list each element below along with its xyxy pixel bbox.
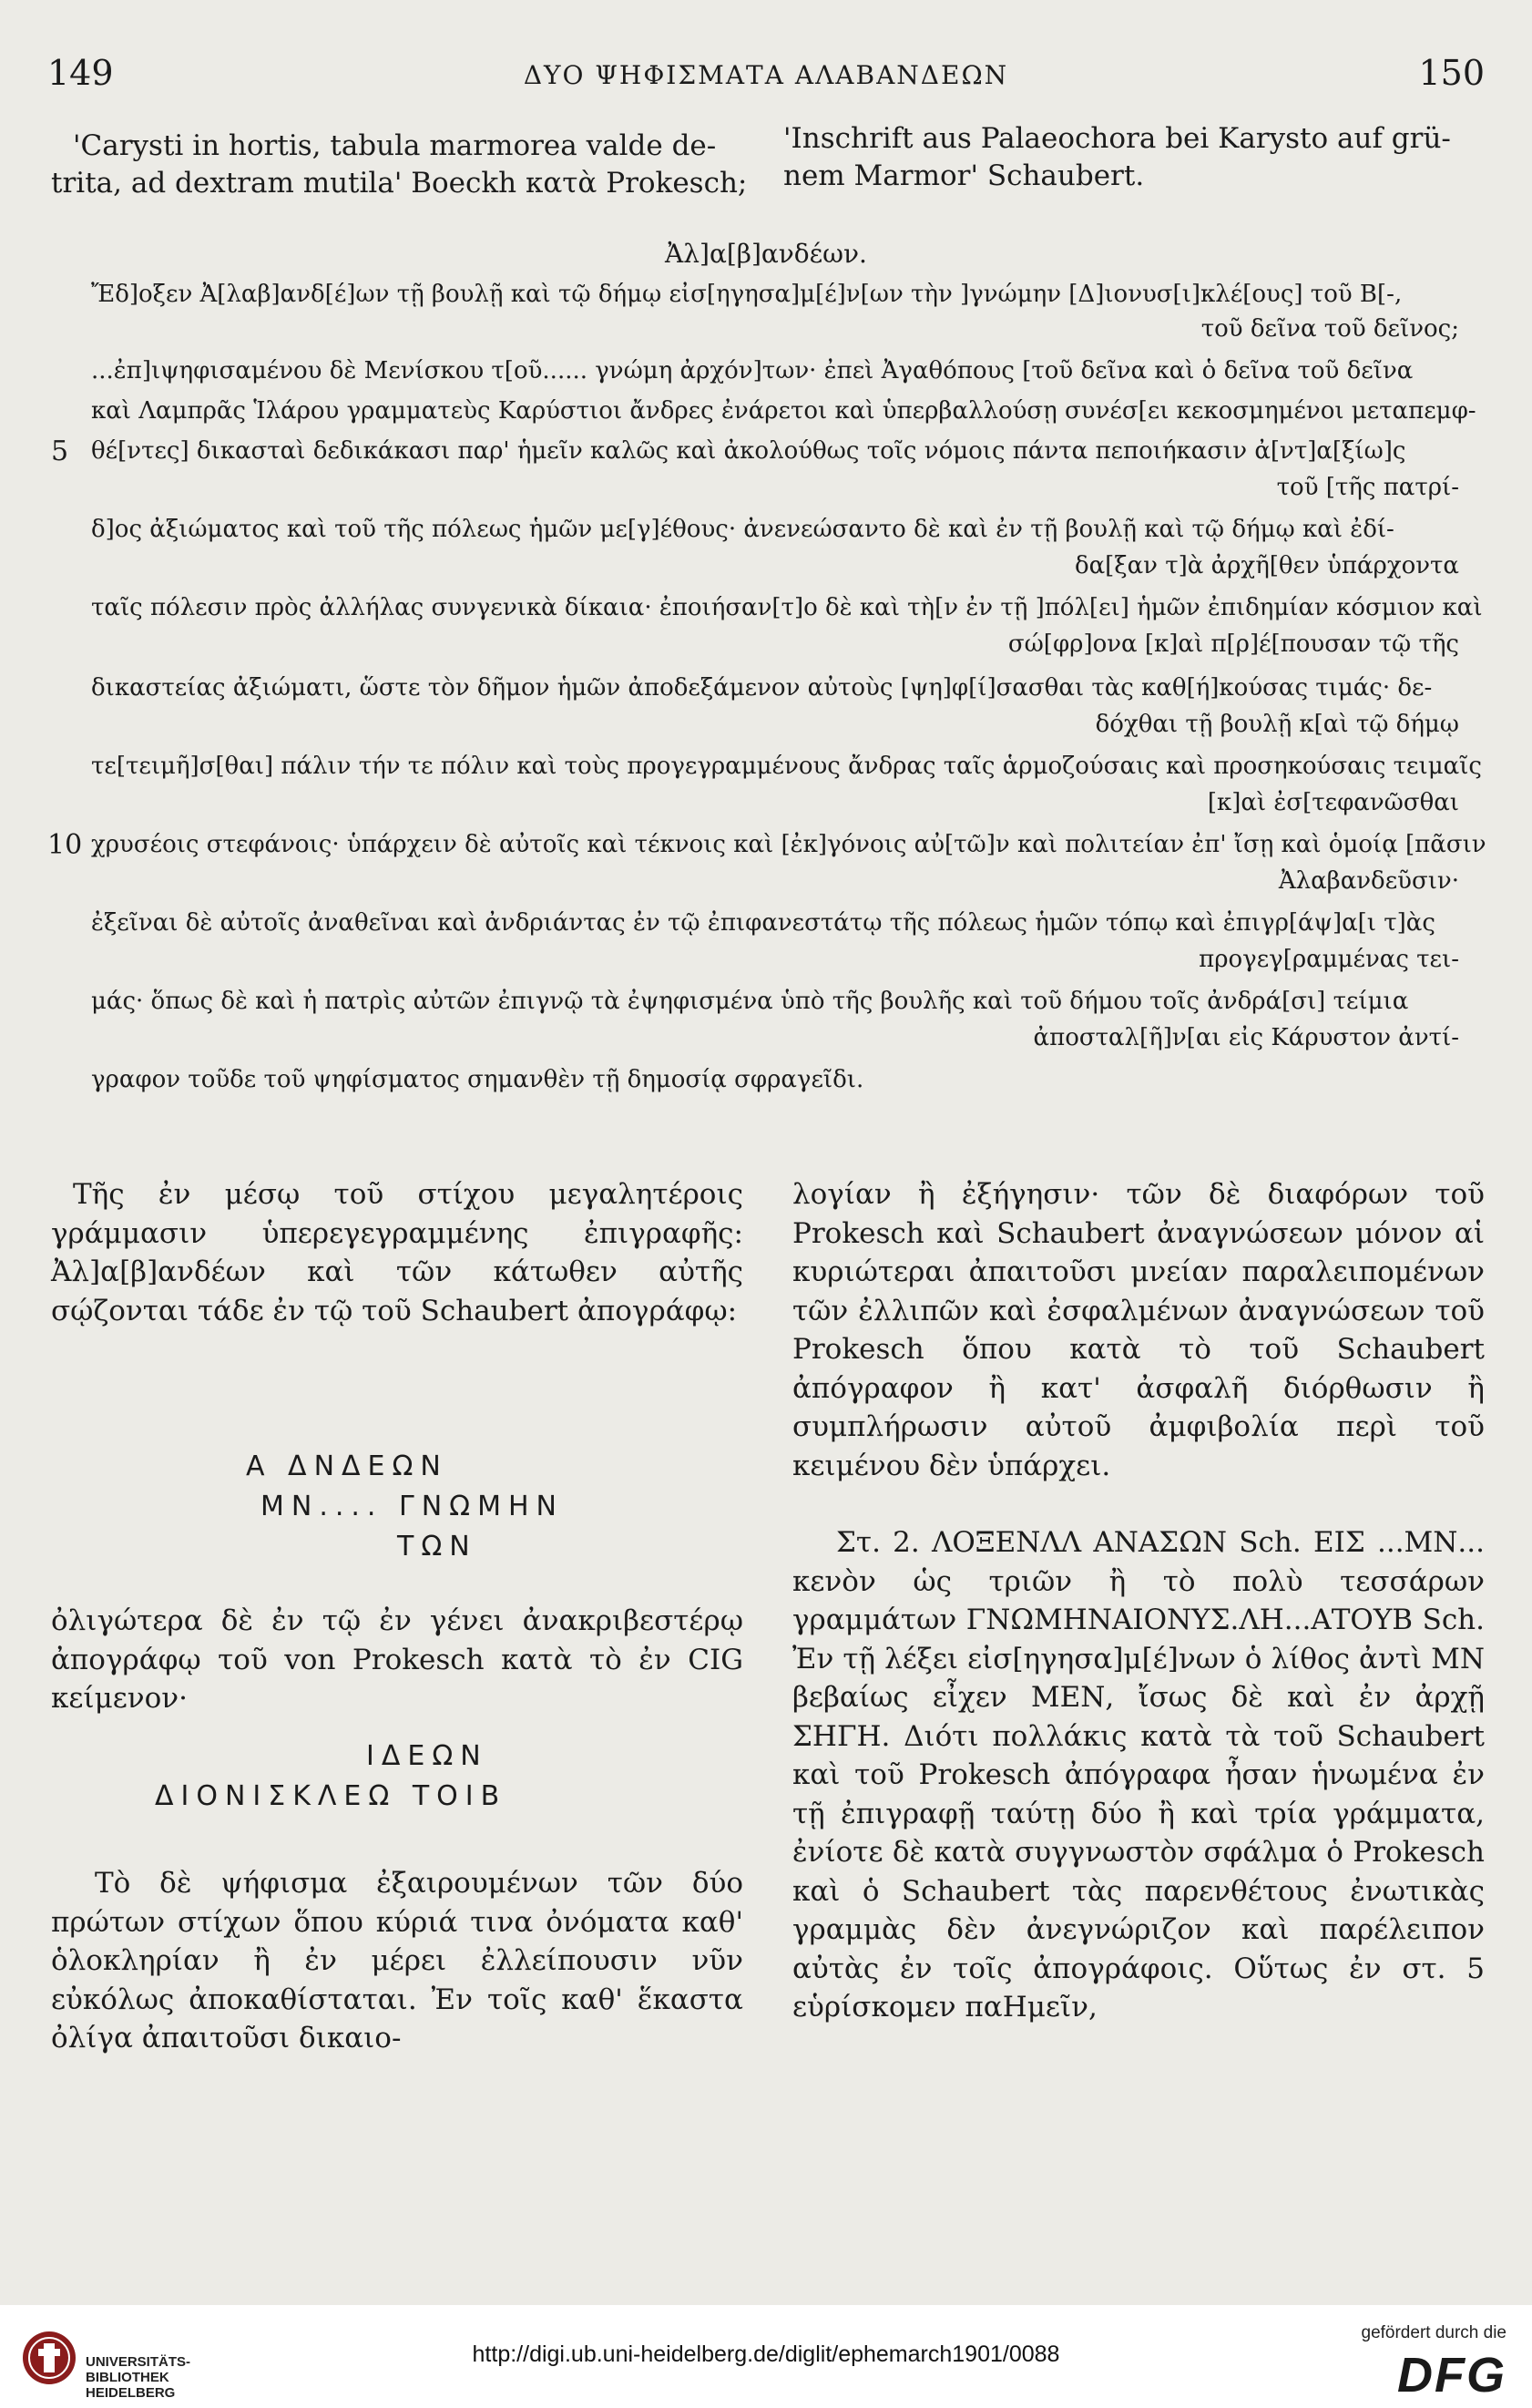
transcription-caps-line: Α ΔΝΔΕΩΝ <box>246 1450 448 1482</box>
dfg-logo[interactable]: DFG <box>1397 2348 1506 2403</box>
library-name-line: BIBLIOTHEK <box>86 2370 169 2385</box>
intro-right-line: 'Inschrift aus Palaeochora bei Karysto auf grü- <box>783 122 1451 155</box>
commentary-left-para2: ὀλιγώτερα δὲ ἐν τῷ ἐν γένει ἀνακριβεστέρῳ ἀπογράφῳ τοῦ von Prokesch κατὰ τὸ ἐν CIG κείμενον· <box>51 1604 743 1715</box>
permalink-url[interactable]: http://digi.ub.uni-heidelberg.de/diglit/ephemarch1901/0088 <box>472 2341 1060 2367</box>
inscription-line: γραφον τοῦδε τοῦ ψηφίσματος σημανθὲν τῇ δημοσίᾳ σφραγεῖδι. <box>91 1066 864 1093</box>
inscription-line: ἐξεῖναι δὲ αὐτοῖς ἀναθεῖναι καὶ ἀνδριάντας ἐν τῷ ἐπιφανεστάτῳ τῆς πόλεως ἡμῶν τόπῳ καὶ ἐπιγρ[άψ]α[ι τ]ὰς <box>91 909 1435 937</box>
page-number-right: 150 <box>1418 53 1485 93</box>
running-title: ΔΥΟ ΨΗΦΙΣΜΑΤΑ ΑΛΑΒΑΝΔΕΩΝ <box>523 60 1009 90</box>
line-number: 5 <box>51 435 69 467</box>
transcription-caps-line: ΤΩΝ <box>397 1531 477 1563</box>
inscription-line: μάς· ὅπως δὲ καὶ ἡ πατρὶς αὐτῶν ἐπιγνῷ τὰ ἐψηφισμένα ὑπὸ τῆς βουλῆς καὶ τοῦ δήμου τοῖς ἀνδρά[σι] τείμια <box>91 988 1409 1015</box>
library-name-line: UNIVERSITÄTS- <box>86 2354 191 2370</box>
funding-label: gefördert durch die <box>1361 2323 1506 2342</box>
line-number: 10 <box>47 829 83 861</box>
page-number-left: 149 <box>47 53 114 93</box>
transcription-caps-line: ΙΔΕΩΝ <box>366 1740 488 1772</box>
inscription-line: δόχθαι τῇ βουλῇ κ[αὶ τῷ δήμῳ <box>1095 711 1459 738</box>
commentary-right-para1: λογίαν ἢ ἐξήγησιν· τῶν δὲ διαφόρων τοῦ Prokesch καὶ Schaubert ἀναγνώσεων μόνον αἱ κυριώτεραι ἀπαιτοῦσι μνείαν παραλειπομένων τῶν ἐλλιπῶν καὶ ἐσφαλμένων ἀναγνώσεων τοῦ Prokesch ὅπου κατὰ τὸ τοῦ Schaubert ἀπόγραφον ἢ κατ' ἀσφαλῆ διόρθωσιν ἢ συμπλήρωσιν αὐτοῦ ἀμφιβολία περὶ τοῦ κειμένου δὲν ὑπάρχει. <box>792 1178 1485 1482</box>
inscription-line: δα[ξαν τ]ὰ ἀρχῆ[θεν ὑπάρχοντα <box>1074 552 1459 579</box>
inscription-line: ἀποσταλ[ῆ]ν[αι εἰς Κάρυστον ἀντί- <box>1033 1024 1459 1051</box>
inscription-line: θέ[ντες] δικασταὶ δεδικάκασι παρ' ἡμεῖν καλῶς καὶ ἀκολούθως τοῖς νόμοις πάντα πεποιήκασιν ἀ[ντ]α[ξίω]ς <box>91 437 1406 465</box>
footer-bar <box>0 2305 1532 2408</box>
intro-left-line: trita, ad dextram mutila' Boeckh κατὰ Prokesch; <box>51 167 748 200</box>
inscription-line: τε[τειμῆ]σ[θαι] πάλιν τήν τε πόλιν καὶ τοὺς προγεγραμμένους ἄνδρας ταῖς ἁρμοζούσαις καὶ προσηκούσαις τειμαῖς <box>91 753 1482 780</box>
inscription-heading: Ἀλ]α[β]ανδέων. <box>665 239 867 269</box>
inscription-line: δικαστείας ἀξιώματι, ὥστε τὸν δῆμον ἡμῶν ἀποδεξάμενον αὐτοὺς [ψη]φ[ί]σασθαι τὰς καθ[ή]κούσας τιμάς· δε- <box>91 674 1433 702</box>
inscription-line: προγεγ[ραμμένας τει- <box>1199 946 1459 973</box>
inscription-line: ταῖς πόλεσιν πρὸς ἀλλήλας συνγενικὰ δίκαια· ἐποιήσαν[τ]ο δὲ καὶ τὴ[ν ἐν τῇ ]πόλ[ει] ἡμῶν ἐπιδημίαν κόσμιον καὶ <box>91 594 1483 621</box>
intro-right-line: nem Marmor' Schaubert. <box>783 159 1145 192</box>
inscription-line: Ἀλαβανδεῦσιν· <box>1278 867 1459 895</box>
inscription-line: τοῦ [τῆς πατρί- <box>1276 474 1459 501</box>
transcription-caps-line: ΔΙΟΝΙΣΚΛΕΩ ΤΟΙΒ <box>155 1780 507 1812</box>
intro-right <box>783 120 1503 195</box>
commentary-left-para1: Τῆς ἐν μέσῳ τοῦ στίχου μεγαλητέροις γράμμασιν ὑπερεγεγραμμένης ἐπιγραφῆς: Ἀλ]α[β]ανδέων καὶ τῶν κάτωθεν αὐτῆς σῴζονται τάδε ἐν τῷ τοῦ Schaubert ἀπογράφῳ: <box>51 1178 743 1327</box>
library-name-line: HEIDELBERG <box>86 2385 176 2401</box>
commentary-right-para2: Στ. 2. ΛΟΞΕΝΛΛ ΑΝΑΣΩΝ Sch. ΕΙΣ ...ΜΝ... κενὸν ὡς τριῶν ἢ τὸ πολὺ τεσσάρων γραμμάτων ΓΝΩΜΗΝΑΙΟΝΥΣ.ΛΗ...ΑΤΟΥΒ Sch. Ἐν τῇ λέξει εἰσ[ηγησα]μ[έ]νων ὁ λίθος ἀντὶ ΜΝ βεβαίως εἶχεν ΜΕΝ, ἴσως δὲ καὶ ἐν ἀρχῇ ΣΗΓΗ. Διότι πολλάκις κατὰ τὰ τοῦ Schaubert καὶ τοῦ Prokesch ἀπόγραφα ἦσαν ἡνωμένα ἐν τῇ ἐπιγραφῇ ταύτῃ δύο ἢ καὶ τρία γράμματα, ἐνίοτε δὲ κατὰ συγγνωστὸν σφάλμα ὁ Prokesch καὶ ὁ Schaubert τὰς παρενθέτους ἐνωτικὰς γραμμὰς δὲν ἀνεγνώριζον καὶ παρέλειπον αὐτὰς ἐν τοῖς ἀπογράφοις. Οὕτως ἐν στ. 5 εὑρίσκομεν παΗμεῖν, <box>792 1526 1485 2024</box>
commentary-left-para3: Τὸ δὲ ψήφισμα ἐξαιρουμένων τῶν δύο πρώτων στίχων ὅπου κύριά τινα ὀνόματα καθ' ὁλοκληρίαν ἢ ἐν μέρει ἐλλείπουσιν νῦν εὐκόλως ἀποκαθίσταται. Ἐν τοῖς καθ' ἕκαστα ὀλίγα ἀπαιτοῦσι δικαιο- <box>51 1867 743 2054</box>
inscription-line: σώ[φρ]ονα [κ]αὶ π[ρ]έ[πουσαν τῷ τῆς <box>1007 630 1459 658</box>
intro-left <box>51 128 752 202</box>
inscription-line: χρυσέοις στεφάνοις· ὑπάρχειν δὲ αὐτοῖς καὶ τέκνοις καὶ [ἐκ]γόνοις αὐ[τῶ]ν καὶ πολιτείαν ἐπ' ἴσῃ καὶ ὁμοίᾳ [πᾶσιν <box>91 831 1486 858</box>
inscription-line: τοῦ δεῖνα τοῦ δεῖνος; <box>1200 315 1459 343</box>
intro-left-line: 'Carysti in hortis, tabula marmorea valde de- <box>73 129 717 162</box>
inscription-line: καὶ Λαμπρᾶς Ἱλάρου γραμματεὺς Καρύστιοι ἄνδρες ἐνάρετοι καὶ ὑπερβαλλούσῃ συνέσ[ει κεκοσμημένοι μεταπεμφ- <box>91 397 1476 425</box>
inscription-line: Ἔδ]οξεν Ἀ[λαβ]ανδ[έ]ων τῇ βουλῇ καὶ τῷ δήμῳ εἰσ[ηγησα]μ[έ]ν[ων τὴν ]γνώμην [Δ]ιονυσ[ι]κλέ[ους] τοῦ Β[-, <box>91 281 1403 308</box>
inscription-line: ...ἐπ]ιψηφισαμένου δὲ Μενίσκου τ[οῦ...... γνώμη ἀρχόν]των· ἐπεὶ Ἀγαθόπους [τοῦ δεῖνα καὶ ὁ δεῖνα τοῦ δεῖνα <box>91 357 1414 384</box>
transcription-caps-line: ΜΝ.... ΓΝΩΜΗΝ <box>260 1491 564 1522</box>
inscription-line: [κ]αὶ ἐσ[τεφανῶσθαι <box>1207 789 1459 816</box>
inscription-line: δ]ος ἀξιώματος καὶ τοῦ τῆς πόλεως ἡμῶν με[γ]έθους· ἀνενεώσαντο δὲ καὶ ἐν τῇ βουλῇ καὶ τῷ δήμῳ καὶ ἐδί- <box>91 516 1394 543</box>
